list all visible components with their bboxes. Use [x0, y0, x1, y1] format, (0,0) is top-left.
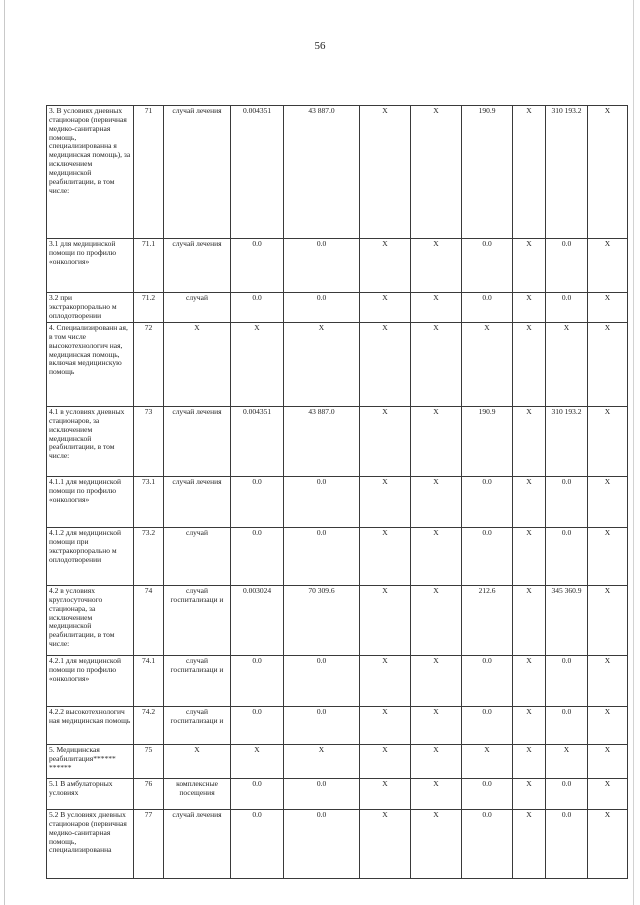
cell-v8: X: [588, 656, 628, 707]
table-row: [47, 656, 628, 707]
cell-v8: X: [588, 528, 628, 586]
cell-unit: X: [164, 323, 231, 407]
cell-v3: X: [360, 239, 411, 293]
cell-v3: X: [360, 293, 411, 323]
cell-v6: X: [513, 779, 546, 810]
cell-v4: X: [411, 528, 462, 586]
cell-v7: 0.0: [546, 477, 588, 528]
cell-v3: X: [360, 656, 411, 707]
cell-unit: случай: [164, 528, 231, 586]
table-row: [47, 745, 628, 779]
cell-v1: X: [231, 745, 284, 779]
cell-v3: X: [360, 323, 411, 407]
cell-v8: X: [588, 745, 628, 779]
cell-unit: случай лечения: [164, 477, 231, 528]
cell-v6: X: [513, 239, 546, 293]
cell-v2: 0.0: [284, 707, 360, 745]
cell-v6: X: [513, 656, 546, 707]
cell-v6: X: [513, 810, 546, 879]
cell-v8: X: [588, 106, 628, 239]
cell-v7: 0.0: [546, 239, 588, 293]
cell-v5: 190.9: [462, 106, 513, 239]
cell-name: 5.2 В условиях дневных стационаров (первичная медико-санитарная помощь, специализированна: [47, 810, 134, 879]
cell-unit: случай госпитализаци и: [164, 656, 231, 707]
cell-unit: случай: [164, 293, 231, 323]
table-row: [47, 293, 628, 323]
cell-v8: X: [588, 707, 628, 745]
cell-v4: X: [411, 779, 462, 810]
cell-v3: X: [360, 745, 411, 779]
cell-name: 4.1.1 для медицинской помощи по профилю «онкология»: [47, 477, 134, 528]
cell-num: 72: [134, 323, 164, 407]
cell-num: 74: [134, 586, 164, 656]
cell-v5: 0.0: [462, 656, 513, 707]
cell-name: 4.2.1 для медицинской помощи по профилю «онкология»: [47, 656, 134, 707]
table-row: [47, 106, 628, 239]
cell-name: 4.1.2 для медицинской помощи при экстракорпорально м оплодотворении: [47, 528, 134, 586]
page-number: 56: [314, 40, 326, 52]
cell-v1: 0.004351: [231, 407, 284, 477]
cell-v8: X: [588, 586, 628, 656]
cell-v5: X: [462, 323, 513, 407]
cell-name: 4. Специализированн ая, в том числе высокотехнологич ная, медицинская помощь, включая медицинскую помощь: [47, 323, 134, 407]
cell-v3: X: [360, 779, 411, 810]
cell-num: 71.2: [134, 293, 164, 323]
cell-v7: 0.0: [546, 293, 588, 323]
cell-num: 75: [134, 745, 164, 779]
cell-v2: 70 309.6: [284, 586, 360, 656]
cell-v4: X: [411, 407, 462, 477]
cell-unit: X: [164, 745, 231, 779]
cell-name: 3.2 при экстракорпорально м оплодотворении: [47, 293, 134, 323]
cell-v1: 0.0: [231, 293, 284, 323]
table-row: [47, 477, 628, 528]
cell-v7: 0.0: [546, 707, 588, 745]
cell-v4: X: [411, 745, 462, 779]
cell-num: 74.1: [134, 656, 164, 707]
cell-v7: 310 193.2: [546, 106, 588, 239]
cell-num: 73.2: [134, 528, 164, 586]
cell-v3: X: [360, 528, 411, 586]
cell-v4: X: [411, 323, 462, 407]
cell-v7: 310 193.2: [546, 407, 588, 477]
cell-name: 3.1 для медицинской помощи по профилю «онкология»: [47, 239, 134, 293]
cell-v7: 0.0: [546, 656, 588, 707]
cell-unit: комплексные посещения: [164, 779, 231, 810]
cell-v3: X: [360, 477, 411, 528]
cell-name: 3. В условиях дневных стационаров (первичная медико-санитарная помощь, специализированна я медицинская помощь), за исключением медицинской реабилитации, в том числе:: [47, 106, 134, 239]
cell-v5: 0.0: [462, 293, 513, 323]
table-row: [47, 239, 628, 293]
cell-v4: X: [411, 477, 462, 528]
cell-v2: 0.0: [284, 656, 360, 707]
cell-v8: X: [588, 779, 628, 810]
cell-v1: 0.0: [231, 810, 284, 879]
cell-v7: 0.0: [546, 528, 588, 586]
cell-v7: 0.0: [546, 779, 588, 810]
cell-name: 4.1 в условиях дневных стационаров, за исключением медицинской реабилитации, в том числе:: [47, 407, 134, 477]
cell-v6: X: [513, 106, 546, 239]
table-row: [47, 323, 628, 407]
cell-unit: случай лечения: [164, 239, 231, 293]
cell-v4: X: [411, 707, 462, 745]
cell-v2: 0.0: [284, 239, 360, 293]
cell-unit: случай лечения: [164, 810, 231, 879]
cell-v2: X: [284, 323, 360, 407]
cell-num: 76: [134, 779, 164, 810]
cell-v2: 0.0: [284, 293, 360, 323]
cell-v5: 0.0: [462, 477, 513, 528]
cell-name: 5. Медицинская реабилитация****** ******: [47, 745, 134, 779]
cell-v3: X: [360, 586, 411, 656]
cell-v1: 0.0: [231, 528, 284, 586]
cell-v6: X: [513, 745, 546, 779]
cell-v5: 0.0: [462, 707, 513, 745]
cell-v8: X: [588, 323, 628, 407]
cell-v2: 0.0: [284, 477, 360, 528]
cell-v1: 0.003024: [231, 586, 284, 656]
cell-num: 73: [134, 407, 164, 477]
cell-v1: 0.0: [231, 779, 284, 810]
table-row: [47, 810, 628, 879]
cell-v7: 0.0: [546, 810, 588, 879]
cell-v8: X: [588, 407, 628, 477]
cell-v4: X: [411, 293, 462, 323]
cell-num: 71.1: [134, 239, 164, 293]
cell-v8: X: [588, 477, 628, 528]
cell-v4: X: [411, 586, 462, 656]
cell-v5: 212.6: [462, 586, 513, 656]
cell-v5: 0.0: [462, 528, 513, 586]
cell-v5: 190.9: [462, 407, 513, 477]
table-row: [47, 779, 628, 810]
cell-unit: случай лечения: [164, 106, 231, 239]
cell-v2: 0.0: [284, 528, 360, 586]
cell-v1: X: [231, 323, 284, 407]
cell-v6: X: [513, 477, 546, 528]
cell-num: 77: [134, 810, 164, 879]
cell-v2: 0.0: [284, 810, 360, 879]
cell-v8: X: [588, 239, 628, 293]
cell-name: 4.2 в условиях круглосуточного стационара, за исключением медицинской реабилитации, в том числе:: [47, 586, 134, 656]
table-row: [47, 586, 628, 656]
cell-v2: 43 887.0: [284, 407, 360, 477]
cell-v6: X: [513, 707, 546, 745]
cell-unit: случай госпитализаци и: [164, 707, 231, 745]
table-row: [47, 707, 628, 745]
cell-v2: 43 887.0: [284, 106, 360, 239]
cell-v2: 0.0: [284, 779, 360, 810]
cell-v4: X: [411, 239, 462, 293]
cell-unit: случай лечения: [164, 407, 231, 477]
cell-v7: X: [546, 323, 588, 407]
cell-v2: X: [284, 745, 360, 779]
cell-name: 4.2.2 высокотехнологич ная медицинская помощь: [47, 707, 134, 745]
cell-v4: X: [411, 810, 462, 879]
cell-v5: 0.0: [462, 239, 513, 293]
cell-num: 73.1: [134, 477, 164, 528]
cell-num: 74.2: [134, 707, 164, 745]
cell-v3: X: [360, 707, 411, 745]
cell-v6: X: [513, 407, 546, 477]
cell-v4: X: [411, 106, 462, 239]
cell-v1: 0.0: [231, 477, 284, 528]
cell-v5: X: [462, 745, 513, 779]
table-row: [47, 528, 628, 586]
cell-v1: 0.004351: [231, 106, 284, 239]
cell-name: 5.1 В амбулаторных условиях: [47, 779, 134, 810]
cell-v7: X: [546, 745, 588, 779]
cell-num: 71: [134, 106, 164, 239]
cell-v1: 0.0: [231, 239, 284, 293]
cell-v6: X: [513, 528, 546, 586]
data-table: [46, 105, 628, 879]
cell-v3: X: [360, 407, 411, 477]
cell-v1: 0.0: [231, 707, 284, 745]
scan-edge-right: [633, 0, 634, 905]
table-row: [47, 407, 628, 477]
cell-v1: 0.0: [231, 656, 284, 707]
cell-v8: X: [588, 810, 628, 879]
cell-v5: 0.0: [462, 810, 513, 879]
cell-v7: 345 360.9: [546, 586, 588, 656]
scan-edge-left: [4, 0, 5, 905]
cell-v6: X: [513, 586, 546, 656]
cell-v3: X: [360, 106, 411, 239]
cell-v8: X: [588, 293, 628, 323]
cell-unit: случай госпитализаци и: [164, 586, 231, 656]
cell-v3: X: [360, 810, 411, 879]
cell-v6: X: [513, 293, 546, 323]
cell-v6: X: [513, 323, 546, 407]
cell-v4: X: [411, 656, 462, 707]
cell-v5: 0.0: [462, 779, 513, 810]
